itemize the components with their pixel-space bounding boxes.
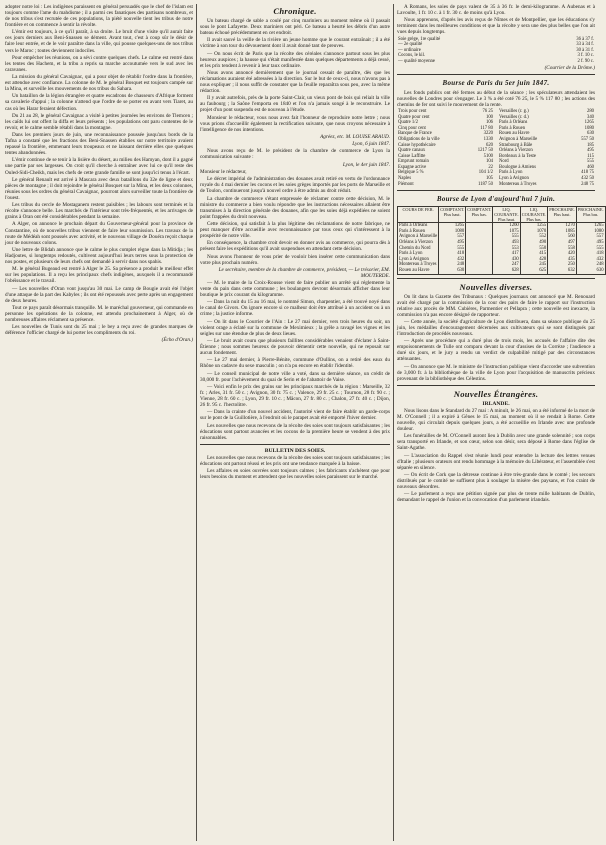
paragraph: Dans les premiers jours de juin, une reconnaissance poussée jusqu'aux bords de la Tafna a constaté que les fractions des Beni-Snassen établies sur notre territoire avaient repassé la frontière, emmenant leurs troupeaux et ne laissant derrière elles que quelques tentes abandonnées. [5, 132, 193, 157]
row-value: 1330 [483, 136, 493, 142]
paragraph: Les nouvelles que nous recevons de la récolte des soies sont toujours satisfaisantes ; les éducations ont partout réussi et les prix ont une tendance marquée à la baisse. [200, 454, 390, 467]
paragraph: — Le conseil municipal de notre ville a voté, dans sa dernière séance, un crédit de 30,000 fr. pour l'achèvement du quai de Serin et de l'abattoir de Vaise. [200, 370, 390, 383]
row-value: 628 [493, 268, 520, 274]
row-value: 104 [485, 159, 493, 165]
row-label: Quatre canaux [398, 148, 426, 154]
row-label: Espagne active [398, 164, 427, 170]
row-value: 555 [576, 246, 605, 252]
paragraph: Les funérailles de M. O'Connell auront lieu à Dublin avec une grande solennité ; son corps sera transporté en Irlande, et son cœur, selon son désir, sera déposé à Rome dans l'église de Saint-Agathe. [397, 433, 595, 452]
row-label: Quatre 1/2 [398, 120, 418, 126]
row-label: Paris à Rouen [398, 229, 439, 235]
row-value: 418 75 [581, 170, 594, 176]
row-value: 432 [439, 257, 466, 263]
paragraph: Nous avons l'honneur de vous prier de vouloir bien insérer cette communication dans votre plus prochain numéro. [200, 253, 390, 266]
paragraph: L'émir continue de se tenir à la lisière du désert, au milieu des Hamyan, dont il a gagné une partie par ses largesses. On croit qu'il cherche à entraîner avec lui ce qu'il reste des Ouled-Sidi-Cheikh, mais les chefs de cette grande famille se sont jusqu'ici tenus à l'écart. [5, 157, 193, 176]
chronique-signature: Agréez, etc. M. LOUISE ARAUD. [320, 133, 390, 140]
paragraph: — Le 27 mai dernier, à Pierre-Bénite, commune d'Oullins, on a retiré des eaux du Rhône un cadavre du sexe masculin ; on n'a pu encore en établir l'identité. [200, 357, 390, 370]
table-row [398, 268, 606, 274]
column-header: COMPTANT. Plus bas. [466, 207, 493, 223]
paragraph: Les tribus du cercle de Mostaganem restent paisibles ; les labours sont terminés et la récolte s'annonce belle. Les marchés de l'intérieur sont très-fréquentés, et les arrivages de grains à Oran ont été considérables pendant la semaine. [5, 202, 193, 221]
paragraph: Nous apprenons, d'après les avis reçus de Nîmes et de Montpellier, que les éducations s'y terminent dans les meilleures conditions et que la récolte y sera une des plus belles que l'on ait vues depuis longtemps. [397, 17, 595, 36]
paragraph: A Alger, on annonce le prochain départ du Gouverneur-général pour la province de Constantine, où de nouvelles tribus viennent de faire leur soumission. Les travaux de la route de Médéah sont poussés avec activité, et le nouveau village de Douéra reçoit chaque jour de nouveaux colons. [5, 221, 193, 246]
nouvelles-diverses-body [397, 294, 595, 382]
row-label: — qualité moyenne [398, 58, 435, 64]
paragraph: — On nous écrit de Paris que la récolte des céréales s'annonce partout sous les plus heureux auspices ; la hausse qui s'était manifestée dans quelques départements a déjà cessé, et les prix tendent à revenir à leur taux ordinaire. [200, 50, 390, 69]
row-value: 418 [439, 251, 466, 257]
row-value: 22 [488, 164, 493, 170]
bourse-paris-intro: Les fonds publics ont été fermes au début de la séance ; les spéculateurs attendaient les nouvelles de Londres pour s'engager. Le 3 % a été coté 76 25, le 5 % 117 80 ; les actions des chemins de fer ont suivi le mouvement de la rente. [397, 89, 595, 108]
row-value: 5100 [483, 153, 493, 159]
paragraph: Du 21 au 28, le général Cavaignac a visité à petites journées les environs de Tlemcen ; les caïds lui ont offert la diffa et leurs présents ; les populations ont paru contentes de le revoir, et le calme semble rétabli dans la montagne. [5, 112, 193, 131]
row-value: 493 [493, 240, 520, 246]
chronique-heading: Chronique. [273, 6, 317, 16]
row-value: 552 [520, 234, 547, 240]
lettre-body [200, 176, 390, 265]
column-markets [397, 4, 604, 841]
row-label: — ordinaire [398, 47, 421, 53]
table-row [397, 182, 494, 188]
row-label: Belgique 5 % [398, 170, 424, 176]
paragraph: Le général Renault est arrivé à Mascara avec deux bataillons du 32e de ligne et deux pièces de montagne ; il doit rejoindre le général Bosquet sur la Mina, et les deux colonnes, réunies sous les ordres du général Cavaignac, pourront alors surveiller toute la frontière de l'ouest. [5, 176, 193, 201]
row-value: 106 [485, 120, 493, 126]
row-value: 555 [493, 234, 520, 240]
paragraph: — Dans la crainte d'un nouvel accident, l'autorité vient de faire établir un garde-corps sur le pont de la Guillotière, à l'endroit où le parapet avait été emporté l'hiver dernier. [200, 409, 390, 422]
row-label: Lyon à Avignon [499, 176, 529, 182]
paragraph: Une lettre de Blidah annonce que le calme le plus complet règne dans la Mitidja ; les Hadjoutes, si longtemps redoutés, cultivent aujourd'hui leurs terres sous la protection de nos postes, et plusieurs de leurs chefs ont demandé à servir dans nos spahis. [5, 246, 193, 265]
row-value: 280 [586, 108, 594, 114]
row-value: 105 [485, 176, 493, 182]
row-label: — 2e qualité [398, 42, 423, 48]
row-value: 248 [439, 262, 466, 268]
row-value: 1187 50 [477, 181, 493, 187]
row-value: 550 [520, 246, 547, 252]
row-label: Naples [398, 176, 412, 182]
row-label: Emprunt romain [398, 159, 429, 165]
row-value: 1085 [548, 229, 577, 235]
paragraph: En conséquence, la chambre croit devoir en donner avis au commerce, qui pourra dès à présent faire les expéditions qu'il avait suspendues en attendant cette décision. [200, 240, 390, 253]
row-value: 3 f. 10 c. [577, 53, 594, 59]
lettre-date: Lyon, le 4er juin 1847. [342, 161, 390, 168]
paragraph: Un bateau chargé de sable a coulé par cinq mariniers au moment même où il passait sous le pont Lafayette. Deux mariniers ont péri. Ce bateau a heurté les débris d'un autre bateau échoué précédemment en cet endroit. [200, 18, 390, 37]
row-value: 557 50 [581, 136, 594, 142]
lettre-salutation: Monsieur le rédacteur, [200, 168, 247, 175]
row-label: Avignon à Marseille [499, 136, 538, 142]
row-value: 76 25 [482, 108, 493, 114]
bulletin-heading: BULLETIN DES SOIES. [264, 447, 326, 454]
row-value: 1265 [576, 223, 605, 229]
column-algeria-news [5, 4, 193, 841]
column-rule [393, 4, 394, 841]
paragraph: Un bataillon de la légion étrangère et quatre escadrons de chasseurs d'Afrique forment sa cavalerie d'appui ; la colonne n'attend que l'ordre de se porter en avant vers Tiaret, au cas où les Harar feraient défection. [5, 93, 193, 112]
column-header: COURS DE FER. [398, 207, 439, 223]
row-label: Boulogne à Amiens [499, 164, 536, 170]
row-label: Rouen au Havre [499, 131, 530, 137]
row-value: 495 [439, 240, 466, 246]
row-label: Versailles (r. d.) [499, 114, 529, 120]
nouvelles-diverses-heading: Nouvelles diverses. [459, 281, 533, 292]
row-value: 625 [520, 268, 547, 274]
row-value: 630 [576, 268, 605, 274]
row-value: 248 [576, 262, 605, 268]
paragraph: Les nouvelles de Tunis sont du 25 mai ; le bey a reçu avec de grandes marques de déférence l'officier chargé de lui porter les compliments du roi. [5, 324, 193, 337]
row-value: 1080 [439, 229, 466, 235]
paragraph: Les affaires en soies ouvrées sont toujours calmes ; les fabricants n'achètent que pour leurs besoins du moment et attendent que les nouvelles soies paraissent sur le marché. [200, 468, 390, 481]
column-header: COMPTANT. Plus haut. [439, 207, 466, 223]
silk-prices-table [397, 37, 595, 65]
row-value: 495 [576, 240, 605, 246]
paragraph: — Le parlement a reçu une pétition signée par plus de trente mille habitants de Dublin, demandant le rappel de l'union et la convocation d'un parlement irlandais. [397, 491, 595, 504]
bourse-lyon-heading: Bourse de Lyon d'aujourd'hui 7 juin. [436, 195, 556, 204]
paragraph: — Le bruit avait couru que plusieurs faillites considérables venaient d'éclater à Saint-Étienne ; nous sommes heureux de pouvoir démentir cette nouvelle, qui ne reposait sur aucun fondement. [200, 338, 390, 357]
row-value: 247 [493, 262, 520, 268]
bourse-paris-left-table [397, 109, 494, 187]
paragraph: — Voici enfin le prix des grains sur les principaux marchés de la région : Marseille, 32 fr. ; Arles, 31 fr. 50 c. ; Avignon, 30 fr. 75 c. ; Valence, 29 fr. 25 c. ; Tournon, 28 fr. 90 c. ; Vienne, 28 fr. 60 c. ; Lyon, 29 fr. 10 c. ; Mâcon, 27 fr. 80 c. ; Chalon, 27 fr. 40 c. ; Dijon, 26 fr. 95 c. l'hectolitre. [200, 383, 390, 409]
row-label: Bordeaux à la Teste [499, 153, 536, 159]
row-value: 495 [586, 148, 594, 154]
paragraph: — On écrit de Cork que la détresse continue à être très-grande dans le comté ; les secours distribués par le comité ne suffisent plus à soulager la misère des paysans, et l'on craint de nouveaux désordres. [397, 471, 595, 490]
row-label: Trois pour cent [398, 108, 427, 114]
paragraph: Il y avait autrefois, près de la porte Saint-Clair, un vieux pont de bois qui reliait la ville au faubourg ; la Saône l'emporta en 1840 et l'on n'a jamais songé à le reconstruire. Le projet d'un pont suspendu est de nouveau à l'étude. [200, 95, 390, 114]
row-label: Paris à Lyon [499, 170, 523, 176]
paragraph: La mission du général Cavaignac, qui a pour objet de rétablir l'ordre dans la frontière, est attendue avec confiance. La colonne de M. le général Bosquet est toujours campée sur la Mina, et surveille les mouvements de nos tribus du Sahara. [5, 74, 193, 93]
row-value: 1265 [439, 223, 466, 229]
row-value: 630 [439, 268, 466, 274]
paragraph: Le décret impérial de l'administration des douanes avait retiré en vertu de l'ordonnance royale du 4 mai dernier les cocons et les soies grèges importés par les ports de Marseille et de Toulon, continueront jusqu'à nouvel ordre à être admis au droit réduit. [200, 176, 390, 195]
section-divider [397, 190, 595, 191]
bourse-lyon-table [397, 206, 606, 274]
paragraph: Nous avons annoncé dernièrement que le journal cessait de paraître, dès que les réclamations auraient été adressées à la direction. Sur le but de ceux-ci, nous n'avons pas à nous expliquer ; il nous suffit de constater que la feuille reparaîtra sous peu, avec la même rédaction. [200, 69, 390, 95]
lettre-signature: Le secrétaire, membre de la chambre de commerce, président, — Le trésorier, EM. MOUTERDE. [218, 266, 390, 279]
row-label: Soie grège, 1re qualité [398, 36, 441, 42]
paragraph: Les nouvelles que nous recevons de la récolte des soies sont toujours satisfaisantes ; les éducations sont partout avancées et les cocons de la première heure se vendent à des prix raisonnables. [200, 422, 390, 441]
column-signature: (Écho d'Oran.) [161, 337, 193, 344]
row-value: 555 [439, 246, 466, 252]
paragraph: — Après une procédure qui a duré plus de trois mois, les accusés de l'affaire dite des empoisonnements de Tulle ont comparu devant la cour d'assises de la Corrèze ; l'audience a duré six jours, et le jury a rendu un verdict de culpabilité mitigé par des circonstances atténuantes. [397, 338, 595, 363]
paragraph: — Dans la nuit du 15 au 16 mai, le nommé Simon, charpentier, a été trouvé noyé dans le canal de Givors. On ignore encore si ce malheur doit être attribué à un accident ou à un crime ; la justice informe. [200, 299, 390, 318]
row-value: 553 [493, 246, 520, 252]
row-value: 1080 [576, 229, 605, 235]
chronique-body [200, 18, 390, 133]
row-label: Cinq pour cent [398, 125, 426, 131]
row-value: 115 [587, 153, 594, 159]
row-value: 558 [548, 246, 577, 252]
row-value: 100 [485, 114, 493, 120]
row-value: 104 1/2 [478, 170, 493, 176]
row-label: Paris à Orléans [499, 120, 528, 126]
row-label: Orléans à Vierzon [398, 240, 439, 246]
row-value: 460 [586, 164, 594, 170]
section-divider [397, 278, 595, 279]
row-value: 432 [576, 257, 605, 263]
row-value: 36 à 37 f. [576, 36, 594, 42]
table-row [498, 182, 595, 188]
section-divider [200, 444, 390, 445]
paragraph: adopter notre loi : Les indigènes paraissent en général persuadés que le chef de l'islam est toujours comme l'ame du mahdisme ; il a parmi ces fanatiques des partisans nombreux, et de nos tribus s'est recrutée de ces populations, la piété nouvelle tient les tribus de notre frontière et on commence à sentir la révolte. [5, 4, 193, 29]
column-chronique [200, 4, 390, 841]
paragraph: — M. le maire de la Croix-Rousse vient de faire publier un arrêté qui réglemente la vente du pain dans cette commune ; les boulangers devront désormais afficher dans leur boutique le prix courant du kilogramme. [200, 280, 390, 299]
row-value: 557 [576, 234, 605, 240]
row-value: 1075 [493, 229, 520, 235]
paragraph: — On lit dans le Courrier de l'Ain : Le 27 mai dernier, vers trois heures du soir, un violent orage a éclaté sur la commune de Meximieux ; la grêle a ravagé les vignes et les seigles sur une étendue de plus de deux lieues. [200, 318, 390, 337]
paragraph: Monsieur le rédacteur, vous nous avez fait l'honneur de reproduire notre lettre ; nous vous prions d'accueillir également la rectification suivante, que nous croyons nécessaire à l'intelligence de nos intentions. [200, 114, 390, 133]
row-value: 417 [493, 251, 520, 257]
row-label: Strasbourg à Bâle [499, 142, 533, 148]
row-value: 555 [586, 159, 594, 165]
bourse-paris-right-table [498, 109, 595, 187]
paragraph: L'émir est toujours, à ce qu'il paraît, à sa droite. Le bruit d'une visite qu'il aurait faite ces jours derniers aux Beni-Snassen se dément. Avant tout, c'est à coup sûr le désir de faire leur entrée, et de le voir paraître dans la ville, qui pousse quelques-uns de nos tribus vers le Maroc ; toutes deviennent indociles. [5, 29, 193, 54]
row-label: Caisse Laffitte [398, 153, 426, 159]
row-value: 420 [548, 251, 577, 257]
row-value: 340 [586, 114, 594, 120]
paragraph: La chambre de commerce s'étant empressée de réclamer contre cette décision, M. le ministre du commerce a bien voulu répondre que les instructions nécessaires allaient être transmises à la direction générale des douanes, afin que les soies déjà expédiées ne soient point frappées du droit nouveau. [200, 195, 390, 220]
column-header: LIQ. COURANTE. Plus haut. [494, 207, 519, 223]
row-label: Versailles (r. g.) [499, 108, 529, 114]
row-value: 490 [520, 240, 547, 246]
row-value: 497 [548, 240, 577, 246]
row-value: 435 [548, 257, 577, 263]
row-value: 30 à 31 f. [576, 47, 594, 53]
bourse-paris-tables [397, 109, 595, 187]
row-value: 1255 [520, 223, 547, 229]
row-value: 1070 [520, 229, 547, 235]
row-value: 632 [548, 268, 577, 274]
row-label: Montereau à Troyes [398, 262, 439, 268]
paragraph: — Cette année, la société d'agriculture de Lyon distribuera, dans sa séance publique du 25 juin, les médailles d'encouragement décernées aux cultivateurs qui se sont distingués par l'introduction de procédés nouveaux. [397, 318, 595, 338]
paragraph: Tout ce pays paraît désormais tranquille. M. le maréchal gouverneur, qui commande en personne les opérations de la colonne, est attendu prochainement à Alger, où de nombreuses affaires réclament sa présence. [5, 304, 193, 323]
row-value: 185 [586, 142, 594, 148]
row-label: Piémont [398, 181, 414, 187]
row-value: 3220 [483, 131, 493, 137]
row-label: Paris à Orléans [398, 223, 439, 229]
table-header-row [398, 207, 606, 223]
silk-market-intro [397, 4, 595, 35]
bulletin-body [200, 455, 390, 480]
paragraph: — L'association du Rappel s'est réunie lundi pour entendre la lecture des lettres venues d'Italie ; plusieurs orateurs ont rendu hommage à la mémoire du Libérateur, et l'assemblée s'est séparée en silence. [397, 452, 595, 471]
row-value: 620 [485, 142, 493, 148]
row-value: 560 [548, 234, 577, 240]
section-divider [397, 74, 595, 75]
row-value: 250 [548, 262, 577, 268]
row-label: Rouen au Havre [398, 268, 439, 274]
row-value: 245 [520, 262, 547, 268]
paragraph: — Les nouvelles d'Oran vont jusqu'au 30 mai. Le camp de Bougie avait été l'objet d'une attaque de la part des Kabyles ; ils ont été repoussés avec perte après un engagement de deux heures. [5, 285, 193, 304]
row-label: Orléans à Vierzon [499, 148, 533, 154]
paragraph: Il avait sauvé la veille de la rivière un jeune homme que le courant entraînait ; il a été victime à son tour du dévouement dont il avait donné tant de preuves. [200, 37, 390, 50]
row-value: 630 [586, 131, 594, 137]
row-value: 432 50 [581, 176, 594, 182]
nouvelles-etrangeres-heading: Nouvelles Étrangères. [453, 388, 539, 399]
row-value: 430 [493, 257, 520, 263]
row-value: 415 [520, 251, 547, 257]
row-value: 1260 [493, 223, 520, 229]
paragraph: Cette décision, qui satisfait à la plus légitime des réclamations de notre fabrique, ne peut manquer d'être accueillie avec reconnaissance par tous ceux qui s'intéressent à la prospérité de notre ville. [200, 220, 390, 239]
row-value: 1217 50 [477, 148, 493, 154]
irlande-heading: IRLANDE. [482, 400, 510, 407]
lettre-intro: Nous avons reçu de M. le président de la chambre de commerce de Lyon la communication suivante : [200, 148, 390, 161]
row-label: Paris à Lyon [398, 251, 439, 257]
faits-divers-body [200, 280, 390, 441]
row-value: 1265 [584, 120, 594, 126]
paragraph: A Romans, les soies de pays valent de 35 à 36 fr. le demi-kilogramme. A Aubenas et à Lavoulte, 1 fr. 10 c. à 1 fr. 30 c. de moins qu'à Lyon. [397, 4, 595, 17]
row-label: Avignon à Marseille [399, 234, 438, 240]
paragraph: — On annonce que M. le ministre de l'instruction publique vient d'accorder une subvention de 3,000 fr. à la bibliothèque de la ville de Lyon pour l'acquisition de manuscrits précieux provenant de la bibliothèque des Célestins. [397, 363, 595, 382]
row-label: Cocons, le kil. [398, 53, 426, 59]
row-value: 1270 [548, 223, 577, 229]
nouvelles-etrangeres-body [397, 408, 595, 503]
row-value: 33 à 34 f. [576, 42, 594, 48]
row-label: Banque de France [398, 131, 432, 137]
row-label: Obligations de la ville [398, 136, 440, 142]
row-value: 2 f. 90 c. [577, 58, 594, 64]
row-value: 428 [520, 257, 547, 263]
row-value: 117 80 [480, 125, 493, 131]
bourse-paris-heading: Bourse de Paris du 5er juin 1847. [442, 78, 550, 87]
column-header: PROCHAINE. Plus bas. [576, 207, 605, 223]
column-rule [196, 4, 197, 841]
row-value [466, 268, 493, 274]
market-source: (Courrier de la Drôme.) [544, 64, 595, 71]
row-value: 1080 [584, 125, 594, 131]
chronique-date: Lyon, 6 juin 1847. [352, 141, 390, 148]
paragraph: On lit dans la Gazette des Tribunaux : Quelques journaux ont annoncé que M. Renouard avait été chargé par la commission de la cour des pairs de faire le rapport sur l'instruction relative aux procès de MM. Cubières, Parmentier et Pellapra ; cette nouvelle est inexacte, la commission n'a pas encore désigné de rapporteur. [397, 293, 595, 318]
paragraph: Pour empêcher les réunions, on a sévi contre quelques chefs. Le calme est rentré dans les tentes des Hachem, et la tribu a repris sa marche accoutumée vers le sud avec les caravanes. [5, 54, 193, 73]
row-label: Quatre pour cent [398, 114, 430, 120]
column-header: LIQ. COURANTE. Plus bas. [521, 207, 547, 223]
row-label: Paris à Rouen [499, 125, 526, 131]
row-label: Chemin du Nord [398, 246, 439, 252]
row-value: 248 75 [581, 181, 594, 187]
row-label: Nord [499, 159, 509, 165]
row-label: Lyon à Avignon [398, 257, 439, 263]
row-value: 557 [439, 234, 466, 240]
row-label: Montereau à Troyes [499, 181, 537, 187]
row-value: 418 [576, 251, 605, 257]
section-divider [397, 385, 595, 386]
paragraph: Nous lisons dans le Standard du 27 mai : A minuit, le 26 mai, on a été informé de la mort de M. O'Connell ; il a expiré à Gênes le 15 mai, au moment où il se rendait à Rome. Cette nouvelle, qui circulait depuis quelques jours, a été accueillie en Irlande avec une profonde douleur. [397, 407, 595, 433]
paragraph: M. le général Bugeaud est rentré à Alger le 25. Sa présence a produit le meilleur effet sur les populations. Il a reçu les principaux chefs indigènes, auxquels il a recommandé l'obéissance et le travail. [5, 266, 193, 285]
row-label: Caisse hypothécaire [398, 142, 436, 148]
column-header: PROCHAINE. Plus haut. [548, 207, 577, 223]
